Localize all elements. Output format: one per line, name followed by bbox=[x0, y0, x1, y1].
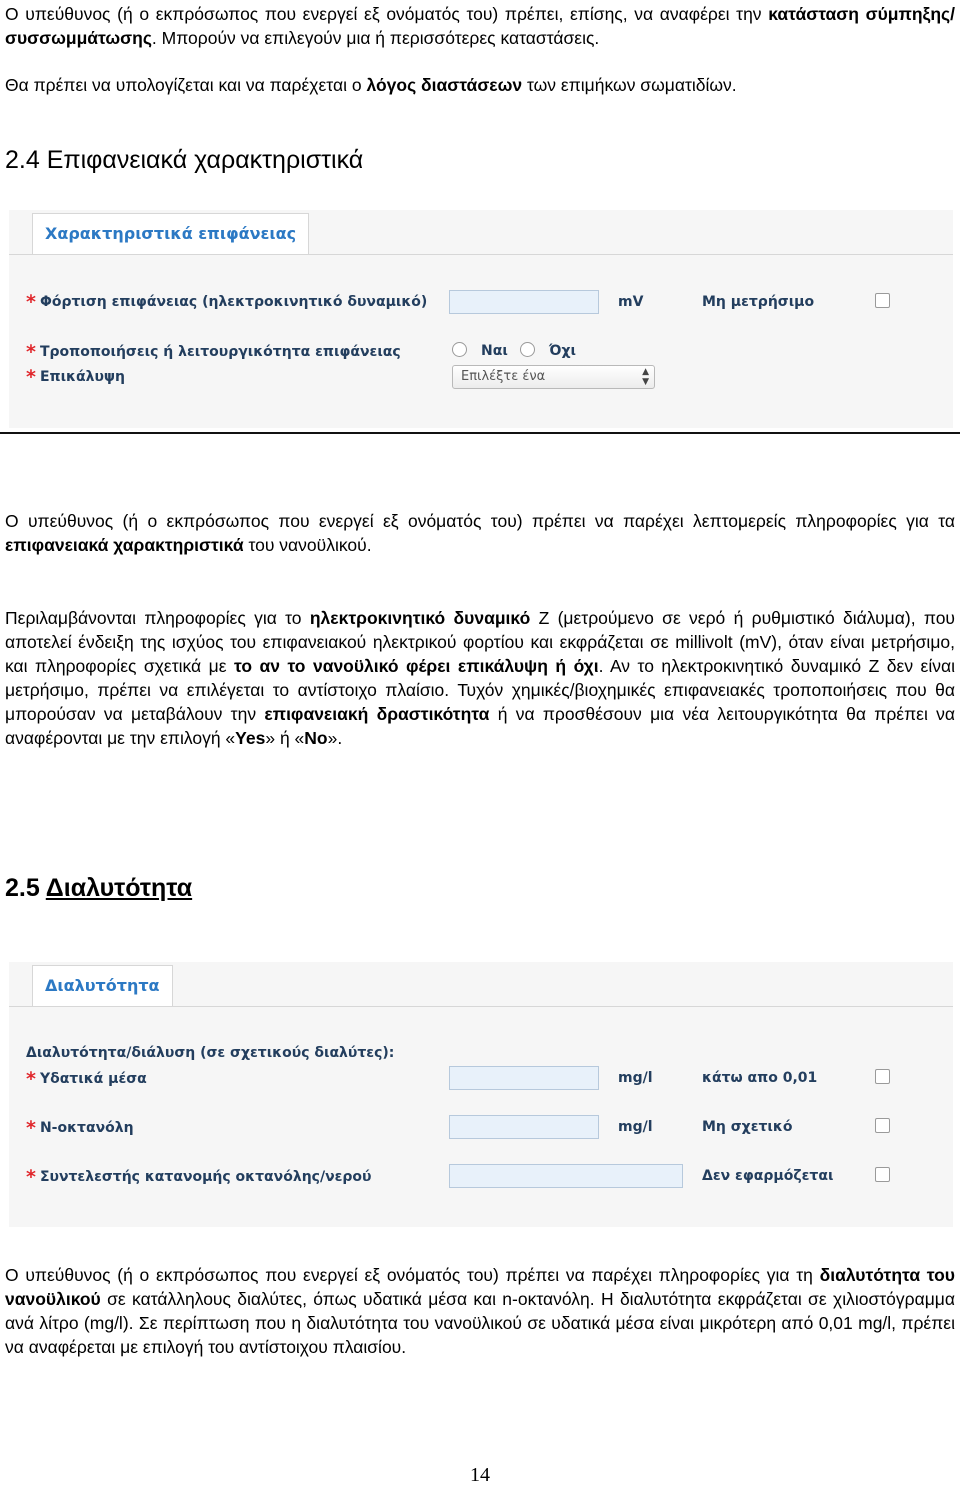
tab-divider bbox=[9, 254, 953, 255]
not-applicable-label: Δεν εφαρμόζεται bbox=[702, 1168, 834, 1184]
required-mark: * bbox=[26, 291, 36, 313]
partition-coefficient-input[interactable] bbox=[449, 1164, 683, 1188]
divider-line bbox=[0, 432, 960, 434]
aqueous-media-input[interactable] bbox=[449, 1066, 599, 1090]
required-mark: * bbox=[26, 1166, 36, 1188]
surface-tab-title[interactable]: Χαρακτηριστικά επιφάνειας bbox=[32, 213, 309, 254]
radio-yes-label: Ναι bbox=[481, 343, 508, 359]
radio-no-label: Όχι bbox=[549, 343, 576, 359]
tab-divider bbox=[9, 1006, 953, 1007]
aqueous-media-label: * Υδατικά μέσα bbox=[26, 1068, 147, 1090]
surface-charge-label: * Φόρτιση επιφάνειας (ηλεκτροκινητικό δυναμικό) bbox=[26, 291, 428, 313]
solubility-paragraph: Ο υπεύθυνος (ή ο εκπρόσωπος που ενεργεί εξ ονόματός του) πρέπει να παρέχει πληροφορίες για τη διαλυτότητα του νανοϋλικού σε κατάλληλους διαλύτες, όπως υδατικά μέσα και n-οκτανόλη. Η διαλυτότητα εκφράζεται σε χιλιοστόγραμμα ανά λίτρο (mg/l). Σε περίπτωση που η διαλυτότητα του νανοϋλικού σε υδατικά μέσα είναι μικρότερη από 0,01 mg/l, πρέπει να αναφέρεται με επιλογή του αντίστοιχου πλαισίου. bbox=[5, 1265, 955, 1357]
not-relevant-label: Μη σχετικό bbox=[702, 1119, 793, 1135]
not-applicable-checkbox[interactable] bbox=[875, 1167, 890, 1182]
n-octanol-input[interactable] bbox=[449, 1115, 599, 1139]
not-relevant-checkbox[interactable] bbox=[875, 1118, 890, 1133]
surface-charge-input[interactable] bbox=[449, 290, 599, 314]
solubility-tab-title[interactable]: Διαλυτότητα bbox=[32, 965, 173, 1006]
n-octanol-unit: mg/l bbox=[618, 1119, 653, 1135]
required-mark: * bbox=[26, 341, 36, 363]
required-mark: * bbox=[26, 1117, 36, 1139]
intro-paragraph-agglomeration: Ο υπεύθυνος (ή ο εκπρόσωπος που ενεργεί εξ ονόματός του) πρέπει, επίσης, να αναφέρει την κατάσταση σύμπηξης/συσσωμμάτωσης. Μπορούν να επιλεγούν μια ή περισσότερες καταστάσεις. bbox=[5, 4, 955, 48]
surface-charge-unit: mV bbox=[618, 294, 644, 310]
radio-no[interactable] bbox=[520, 342, 535, 357]
coating-select[interactable]: Επιλέξτε ένα ▲ ▼ bbox=[452, 365, 655, 389]
solubility-group-label: Διαλυτότητα/διάλυση (σε σχετικούς διαλύτες): bbox=[26, 1045, 395, 1061]
page-number: 14 bbox=[470, 1464, 490, 1486]
aqueous-media-unit: mg/l bbox=[618, 1070, 653, 1086]
intro-paragraph-aspect-ratio: Θα πρέπει να υπολογίζεται και να παρέχεται ο λόγος διαστάσεων των επιμήκων σωματιδίων. bbox=[5, 75, 737, 95]
radio-yes[interactable] bbox=[452, 342, 467, 357]
surface-paragraph-2: Περιλαμβάνονται πληροφορίες για το ηλεκτροκινητικό δυναμικό Ζ (μετρούμενο σε νερό ή ρυθμιστικό διάλυμα), που αποτελεί ένδειξη της ισχύος του επιφανειακού ηλεκτρικού φορτίου και εκφράζεται σε millivolt (mV), όταν είναι μετρήσιμο, και πληροφορίες σχετικά με το αν το νανοϋλικό φέρει επικάλυψη ή όχι. Αν το ηλεκτροκινητικό δυναμικό Ζ δεν είναι μετρήσιμο, πρέπει να επιλέγεται το αντίστοιχο πλαίσιο. Τυχόν χημικές/βιοχημικές επιφανειακές τροποποιήσεις που θα μπορούσαν να μεταβάλουν την επιφανειακή δραστικότητα ή να προσθέσουν μια νέα λειτουργικότητα θα πρέπει να αναφέρονται με την επιλογή «Yes» ή «No». bbox=[5, 608, 956, 748]
section-heading-surface: 2.4 Επιφανειακά χαρακτηριστικά bbox=[5, 146, 364, 174]
required-mark: * bbox=[26, 366, 36, 388]
not-measurable-label: Μη μετρήσιμο bbox=[702, 294, 815, 310]
solubility-form-screenshot bbox=[9, 962, 953, 1227]
required-mark: * bbox=[26, 1068, 36, 1090]
partition-coefficient-label: * Συντελεστής κατανομής οκτανόλης/νερού bbox=[26, 1166, 372, 1188]
surface-modification-label: * Τροποποιήσεις ή λειτουργικότητα επιφάνειας bbox=[26, 341, 401, 363]
surface-paragraph-1: Ο υπεύθυνος (ή ο εκπρόσωπος που ενεργεί εξ ονόματός του) πρέπει να παρέχει λεπτομερείς πληροφορίες για τα επιφανειακά χαρακτηριστικά του νανοϋλικού. bbox=[5, 511, 955, 555]
surface-form-screenshot bbox=[9, 210, 953, 428]
below-threshold-label: κάτω απο 0,01 bbox=[702, 1070, 818, 1086]
not-measurable-checkbox[interactable] bbox=[875, 293, 890, 308]
n-octanol-label: * N-οκτανόλη bbox=[26, 1117, 134, 1139]
coating-label: * Επικάλυψη bbox=[26, 366, 125, 388]
select-arrows-icon: ▲ ▼ bbox=[642, 367, 649, 387]
below-threshold-checkbox[interactable] bbox=[875, 1069, 890, 1084]
section-heading-solubility: 2.5 Διαλυτότητα bbox=[5, 874, 193, 902]
